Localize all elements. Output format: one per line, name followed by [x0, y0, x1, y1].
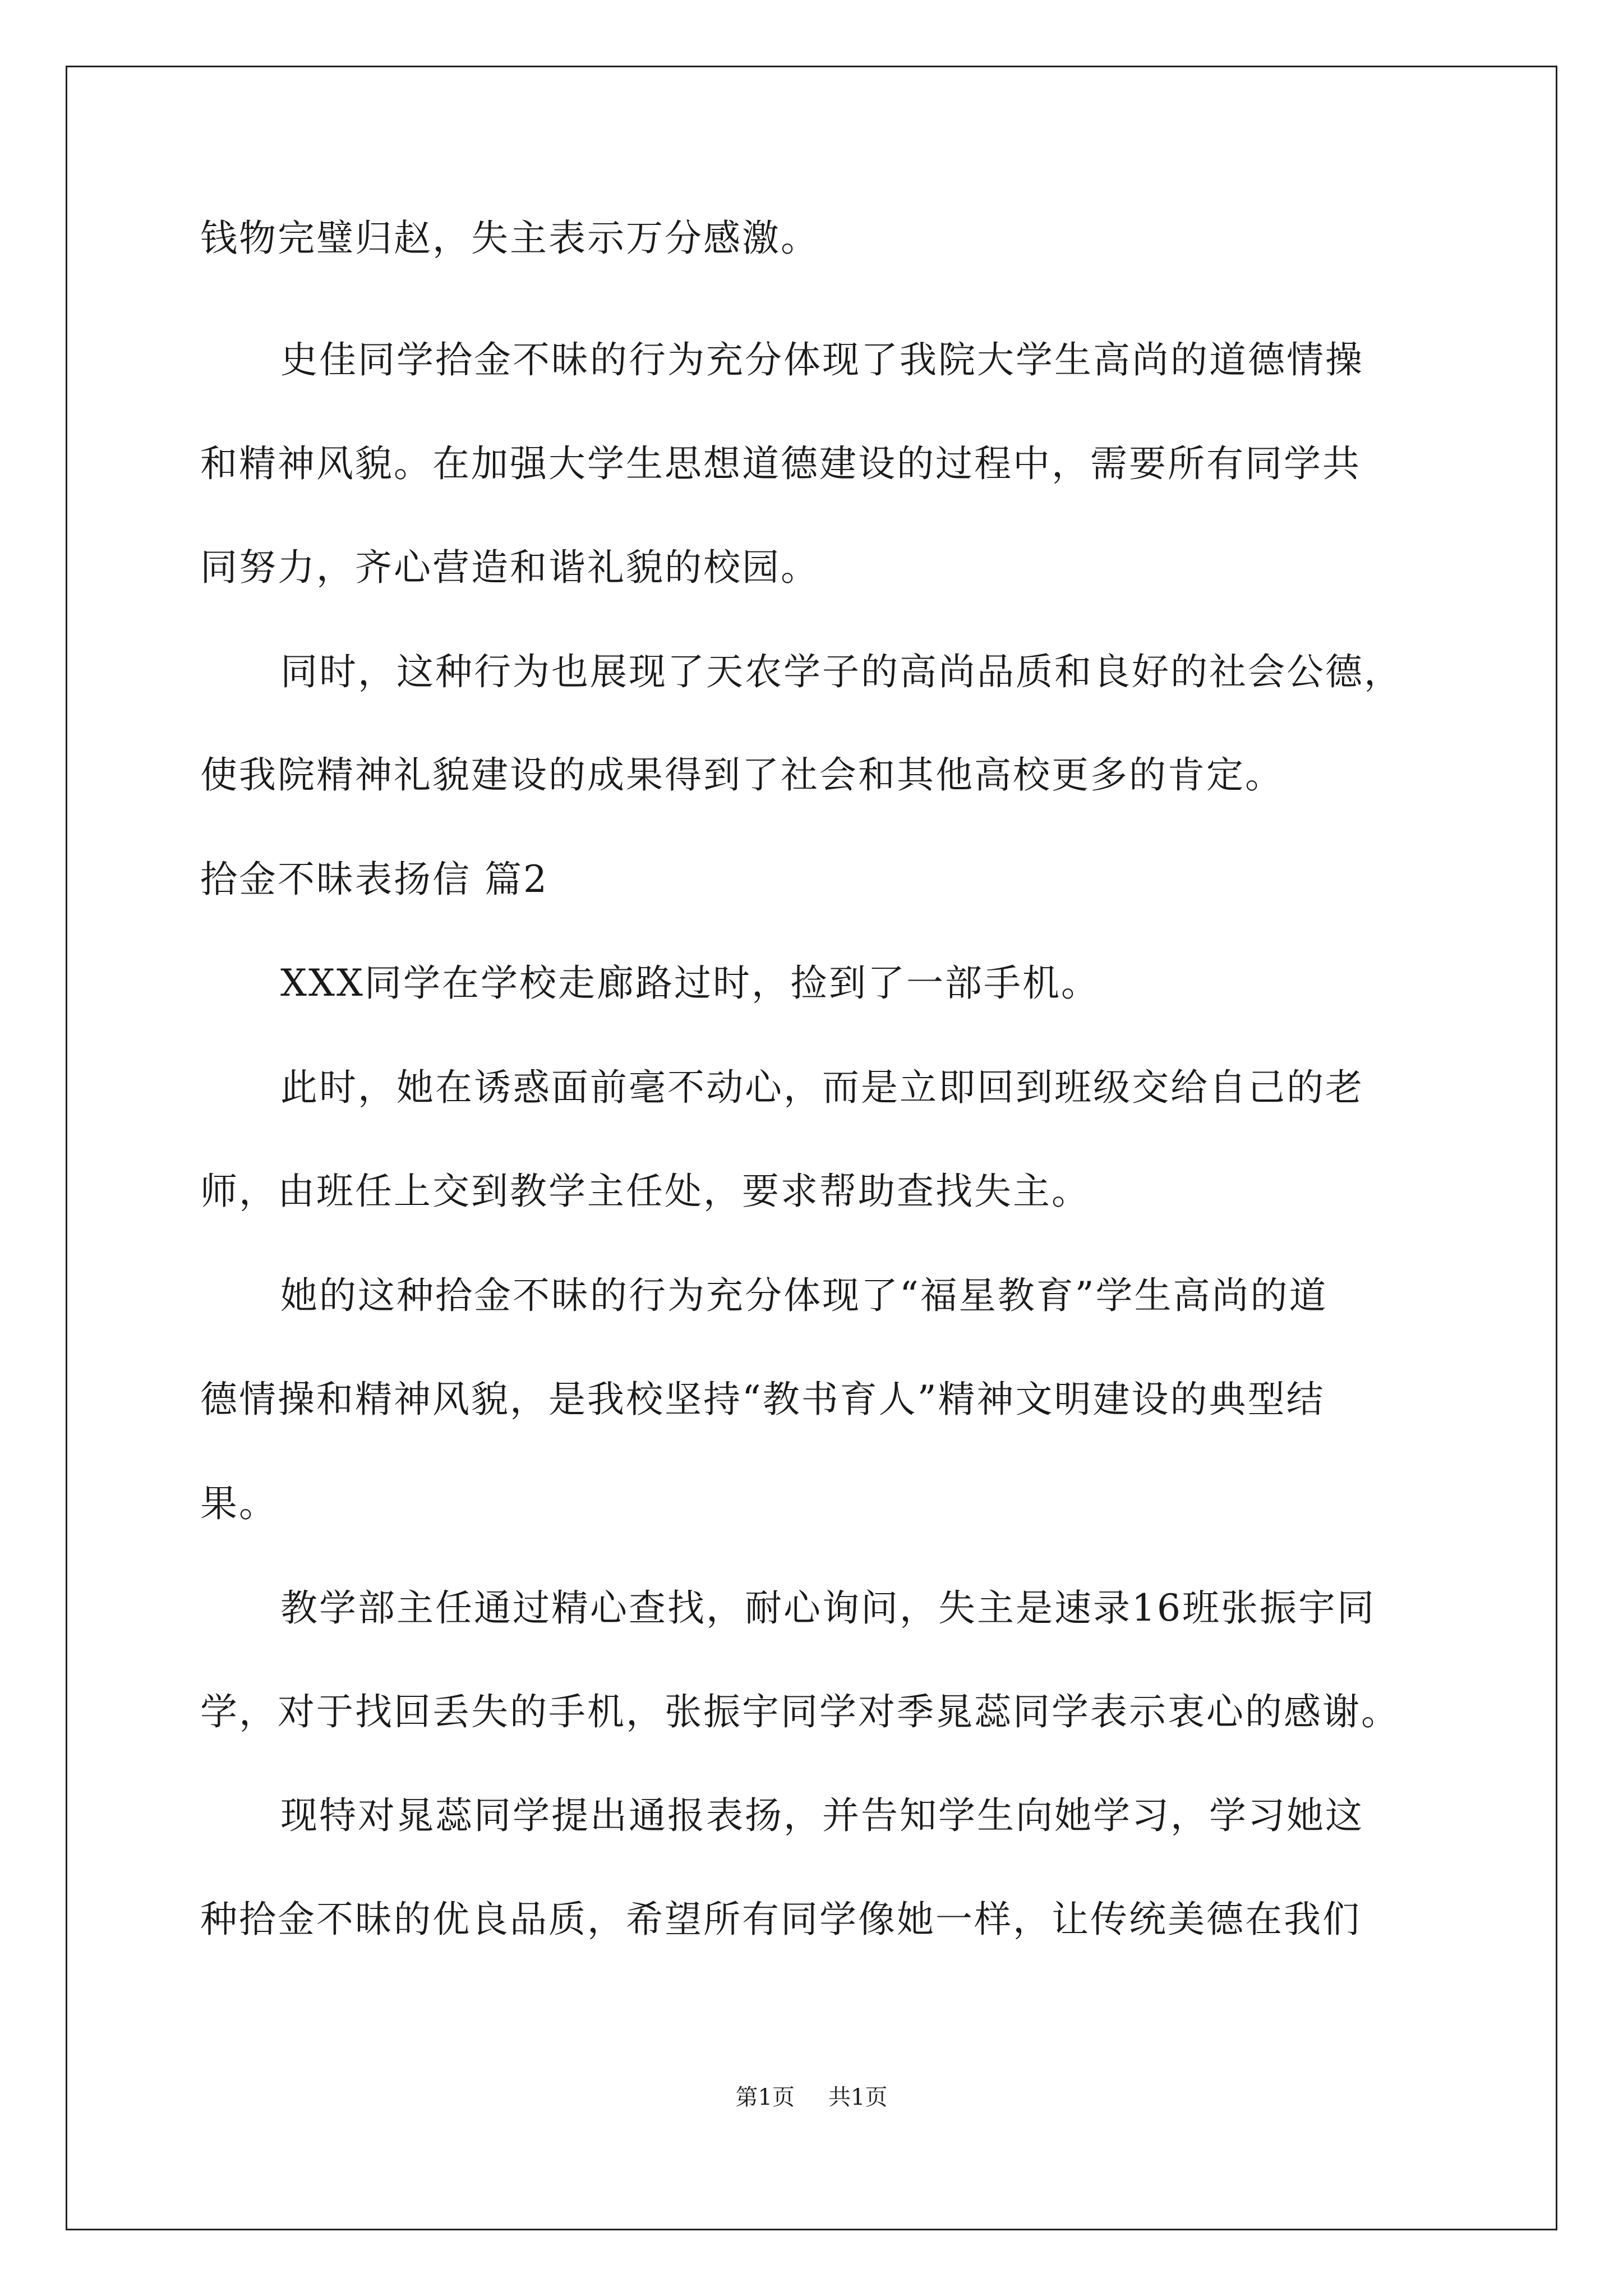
paragraph-line: 德情操和精神风貌，是我校坚持“教书育人”精神文明建设的典型结 — [200, 1378, 1325, 1421]
paragraph-line: 史佳同学拾金不昧的行为充分体现了我院大学生高尚的道德情操 — [280, 338, 1364, 381]
paragraph-line: 此时，她在诱惑面前毫不动心，而是立即回到班级交给自己的老 — [280, 1066, 1364, 1109]
paragraph-line: 同时，这种行为也展现了天农学子的高尚品质和良好的社会公德， — [280, 650, 1403, 693]
paragraph-line: XXX同学在学校走廊路过时，捡到了一部手机。 — [280, 961, 1100, 1005]
paragraph-line: 教学部主任通过精心查找，耐心询问，失主是速录16班张振宇同 — [280, 1586, 1376, 1630]
page-total: 共1页 — [828, 2085, 888, 2110]
page-number: 第1页 — [735, 2085, 795, 2110]
paragraph-line: 钱物完璧归赵，失主表示万分感激。 — [200, 217, 819, 260]
paragraph-line: 使我院精神礼貌建设的成果得到了社会和其他高校更多的肯定。 — [200, 753, 1284, 797]
paragraph-line: 种拾金不昧的优良品质，希望所有同学像她一样，让传统美德在我们 — [200, 1898, 1361, 1941]
paragraph-line: 她的这种拾金不昧的行为充分体现了“福星教育”学生高尚的道 — [280, 1274, 1328, 1317]
paragraph-line: 果。 — [200, 1482, 278, 1525]
paragraph-line: 师，由班任上交到教学主任处，要求帮助查找失主。 — [200, 1170, 1090, 1213]
paragraph-line: 同努力，齐心营造和谐礼貌的校园。 — [200, 546, 819, 589]
section-heading: 拾金不昧表扬信 篇2 — [200, 858, 548, 901]
page-footer — [0, 2083, 1623, 2111]
paragraph-line: 现特对晁蕊同学提出通报表扬，并告知学生向她学习，学习她这 — [280, 1794, 1364, 1837]
paragraph-line: 学，对于找回丢失的手机，张振宇同学对季晁蕊同学表示衷心的感谢。 — [200, 1690, 1400, 1733]
paragraph-line: 和精神风貌。在加强大学生思想道德建设的过程中，需要所有同学共 — [200, 442, 1361, 485]
